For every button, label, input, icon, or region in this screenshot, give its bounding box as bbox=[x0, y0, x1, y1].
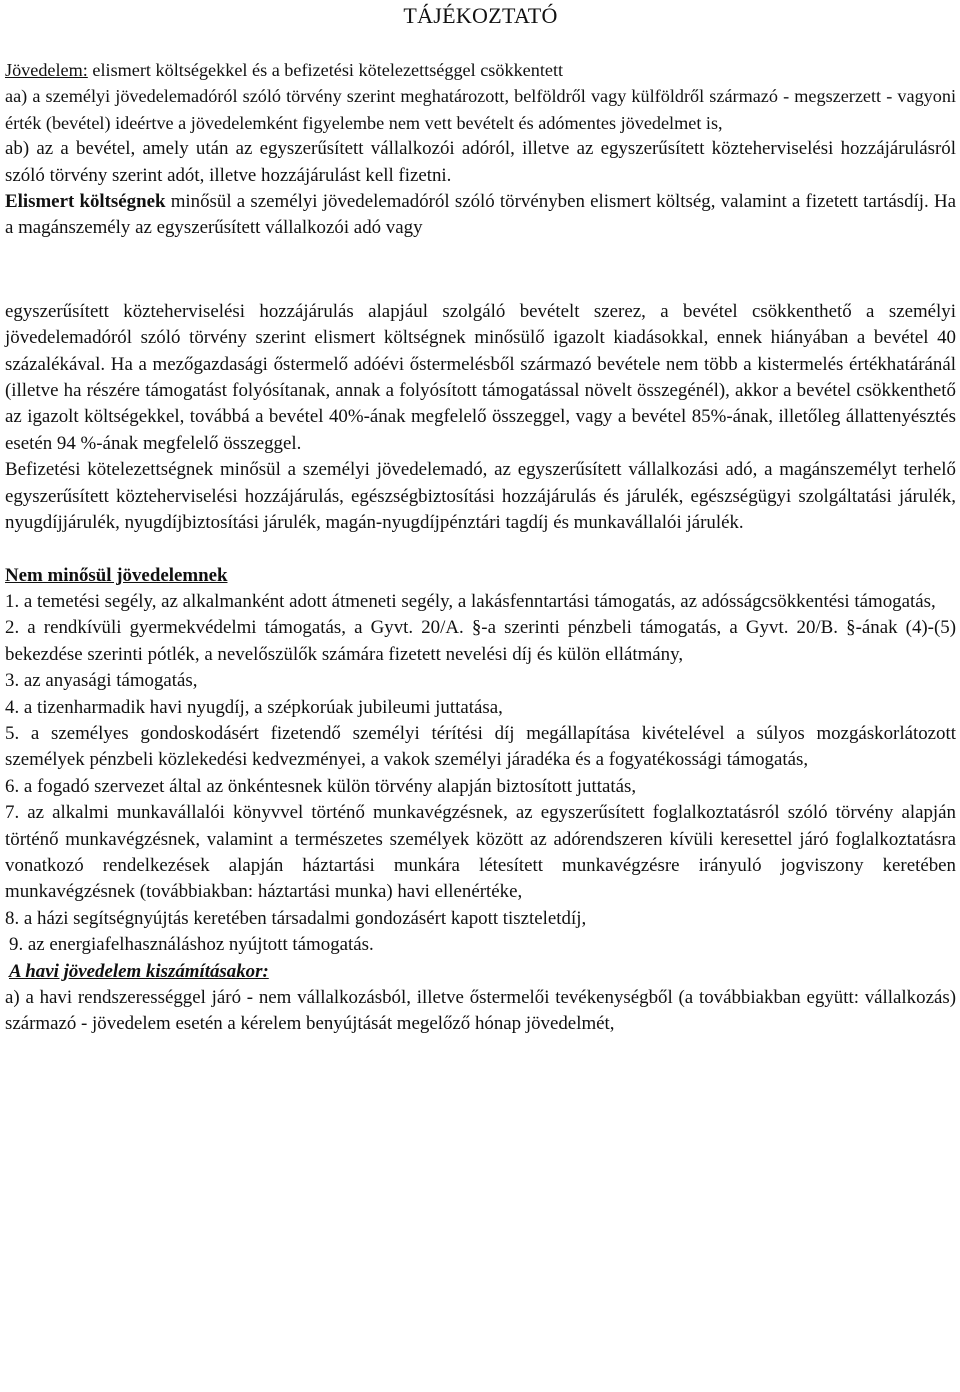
elismert-koltseg-text: minősül a személyi jövedelemadóról szóló törvényben elismert költség, valamint a fizetett tartásdíj. Ha a magánszemély az egyszerűsített vállalkozói adó vagy bbox=[5, 191, 956, 239]
havi-jovedelem-heading: A havi jövedelem kiszámításakor: bbox=[9, 960, 269, 982]
list-item: 7. az alkalmi munkavállalói könyvvel történő munkavégzésnek, az egyszerűsített foglalkoztatásról szóló törvény alapján történő munkavégzésnek, valamint a természetes személyek között az adórendszeren kívüli keresettel járó foglalkoztatásra vonatkozó rendelkezések alapján háztartási munkára létesített munkavégzésre irányuló jogviszony keretében munkavégzésnek (továbbiakban: háztartási munka) havi ellenértéke, bbox=[5, 802, 956, 903]
list-item: 6. a fogadó szervezet által az önkéntesnek külön törvény alapján biztosított juttatás, bbox=[5, 775, 637, 797]
document-page bbox=[5, 0, 956, 1038]
list-item: 8. a házi segítségnyújtás keretében társadalmi gondozásért kapott tiszteletdíj, bbox=[5, 907, 587, 929]
section-gap bbox=[5, 537, 956, 563]
paragraph-ab: ab) az a bevétel, amely után az egyszerűsített vállalkozói adóról, illetve az egyszerűsített közteherviselési hozzájárulásról szóló törvény szerint adót, illetve hozzájárulást kell fizetni. bbox=[5, 138, 956, 186]
list-item: 2. a rendkívüli gyermekvédelmi támogatás, a Gyvt. 20/A. §-a szerinti pénzbeli támogatás, a Gyvt. 20/B. §-ának (4)-(5) bekezdése szerinti pótlék, a nevelőszülők számára fizetett nevelési díj és külön ellátmány, bbox=[5, 617, 956, 665]
jovedelem-definition bbox=[5, 57, 956, 83]
nem-minosul-heading: Nem minősül jövedelemnek bbox=[5, 564, 228, 586]
elismert-koltseg-label: Elismert költségnek bbox=[5, 191, 166, 213]
continuation-paragraph: egyszerűsített közteherviselési hozzájárulás alapjául szolgáló bevételt szerez, a bevétel csökkenthető a személyi jövedelemadóról szóló törvény szerint elismert költségnek minősülő igazolt kiadásokkal, ennek hiányában a bevétel 40 százalékával. Ha a mezőgazdasági őstermelő adóévi őstermelésből származó bevétele nem több a kistermelés értékhatáránál (illetve ha részére támogatást folyósítanak, annak a folyósított támogatással növelt összegénél), akkor a bevétel csökkenthető az igazolt költségekkel, továbbá a bevétel 40%-ának megfelelő összeggel, vagy a bevétel 85%-ának, illetőleg állattenyésztés esetén 94 %-ának megfelelő összeggel. bbox=[5, 300, 956, 454]
list-item: 4. a tizenharmadik havi nyugdíj, a szépkorúak jubileumi juttatása, bbox=[5, 696, 503, 718]
page-title: TÁJÉKOZTATÓ bbox=[403, 3, 558, 28]
list-item: 5. a személyes gondoskodásért fizetendő személyi térítési díj megállapítása kivételével a súlyos mozgáskorlátozott személyek pénzbeli közlekedési kedvezményei, a vakok személyi járadéka és a fogyatékossági támogatás, bbox=[5, 722, 956, 771]
befizetesi-paragraph: Befizetési kötelezettségnek minősül a személyi jövedelemadó, az egyszerűsített vállalkozási adó, a magánszemélyt terhelő egyszerűsített közteherviselési hozzájárulás, egészségbiztosítási hozzájárulás és járulék, egészségügyi szolgáltatási járulék, nyugdíjjárulék, nyugdíjbiztosítási járulék, magán-nyugdíjpénztári tagdíj és munkavállalói járulék. bbox=[5, 459, 956, 534]
page-break-gap bbox=[5, 242, 956, 299]
jovedelem-label: Jövedelem: bbox=[5, 60, 88, 80]
paragraph-aa: aa) a személyi jövedelemadóról szóló törvény szerint meghatározott, belföldről vagy külföldről származó - megszerzett - vagyoni érték (bevétel) ideértve a jövedelemként figyelembe nem vett bevételt és adómentes jövedelmet is, bbox=[5, 86, 956, 133]
havi-a-paragraph: a) a havi rendszerességgel járó - nem vállalkozásból, illetve őstermelői tevékenységből (a továbbiakban együtt: vállalkozás) származó - jövedelem esetén a kérelem benyújtását megelőző hónap jövedelmét, bbox=[5, 987, 956, 1035]
jovedelem-line1: elismert költségekkel és a befizetési kötelezettséggel csökkentett bbox=[87, 60, 564, 80]
list-item: 9. az energiafelhasználáshoz nyújtott támogatás. bbox=[9, 934, 374, 956]
list-item: 3. az anyasági támogatás, bbox=[5, 670, 198, 692]
elismert-koltseg-paragraph bbox=[5, 189, 956, 242]
list-item: 1. a temetési segély, az alkalmanként adott átmeneti segély, a lakásfenntartási támogatás, az adósságcsökkentési támogatás, bbox=[5, 590, 936, 612]
